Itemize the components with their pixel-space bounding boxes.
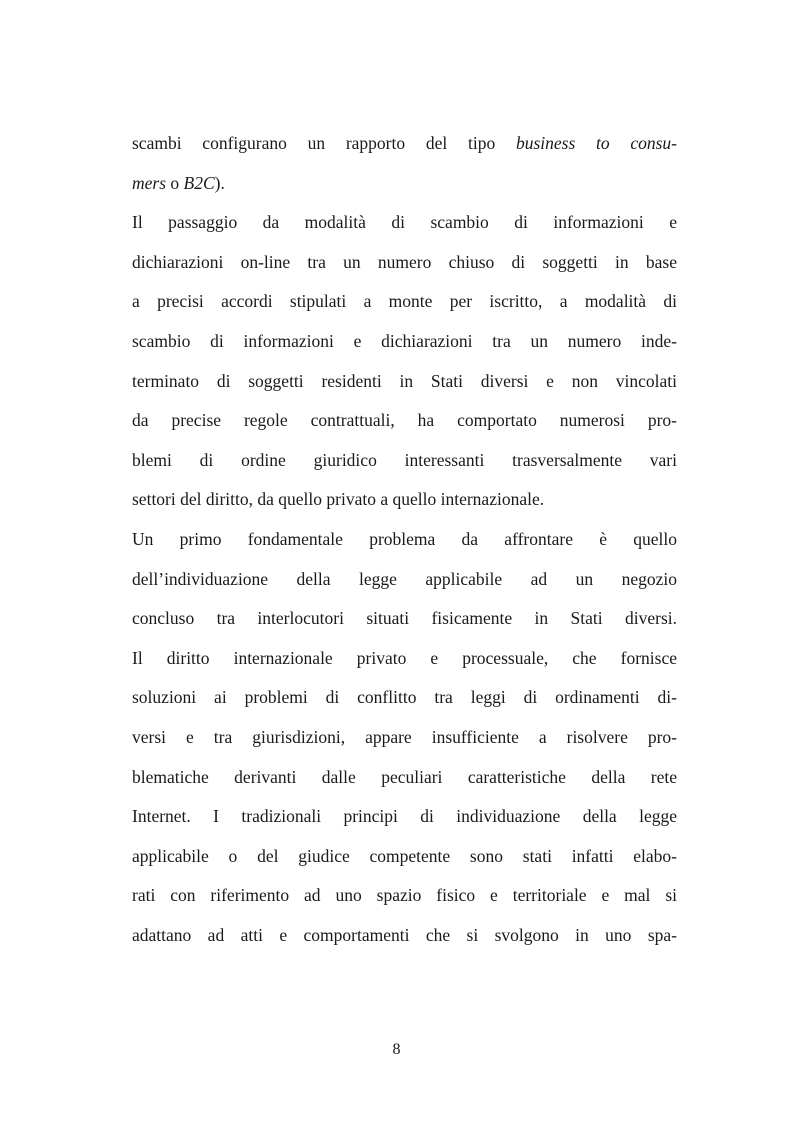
text-run: Internet. I tradizionali principi di individuazione della legge bbox=[132, 806, 677, 827]
text-run: concluso tra interlocutori situati fisicamente in Stati diversi. bbox=[132, 608, 677, 629]
text-run: versi e tra giurisdizioni, appare insufficiente a risolvere pro- bbox=[132, 726, 677, 747]
text-line bbox=[132, 876, 677, 916]
text-run: terminato di soggetti residenti in Stati diversi e non vincolati bbox=[132, 370, 677, 391]
text-line bbox=[132, 916, 677, 956]
text-line bbox=[132, 322, 677, 362]
text-run: Il passaggio da modalità di scambio di informazioni e bbox=[132, 212, 677, 233]
text-run: adattano ad atti e comportamenti che si svolgono in uno spa- bbox=[132, 924, 677, 945]
body-text bbox=[132, 124, 677, 955]
italic-term: mers bbox=[132, 172, 167, 193]
text-line bbox=[132, 164, 677, 204]
page-number: 8 bbox=[392, 1041, 401, 1058]
text-run: a precisi accordi stipulati a monte per iscritto, a modalità di bbox=[132, 291, 677, 312]
text-line bbox=[132, 282, 677, 322]
text-line bbox=[132, 718, 677, 758]
text-run: blematiche derivanti dalle peculiari caratteristiche della rete bbox=[132, 766, 677, 787]
text-line bbox=[132, 203, 677, 243]
text-run: blemi di ordine giuridico interessanti trasversalmente vari bbox=[132, 449, 677, 470]
text-run: Un primo fondamentale problema da affrontare è quello bbox=[132, 528, 677, 549]
text-run: rati con riferimento ad uno spazio fisico e territoriale e mal si bbox=[132, 885, 677, 906]
text-line bbox=[132, 678, 677, 718]
text-line bbox=[132, 758, 677, 798]
text-line bbox=[132, 480, 677, 520]
text-line bbox=[132, 124, 677, 164]
text-line bbox=[132, 639, 677, 679]
text-run: scambi configurano un rapporto del tipo bbox=[132, 133, 516, 153]
text-run: Il diritto internazionale privato e processuale, che fornisce bbox=[132, 647, 677, 668]
text-line bbox=[132, 797, 677, 837]
text-line bbox=[132, 243, 677, 283]
text-run: da precise regole contrattuali, ha comportato numerosi pro- bbox=[132, 410, 677, 431]
text-line bbox=[132, 837, 677, 877]
text-run: applicabile o del giudice competente sono stati infatti elabo- bbox=[132, 845, 677, 866]
text-run: scambio di informazioni e dichiarazioni tra un numero inde- bbox=[132, 330, 677, 351]
text-run: dichiarazioni on-line tra un numero chiuso di soggetti in base bbox=[132, 251, 677, 272]
text-run: dell’individuazione della legge applicabile ad un negozio bbox=[132, 568, 677, 589]
text-line bbox=[132, 520, 677, 560]
text-run: soluzioni ai problemi di conflitto tra leggi di ordinamenti di- bbox=[132, 687, 677, 708]
text-run: settori del diritto, da quello privato a quello internazionale. bbox=[132, 489, 545, 510]
text-line bbox=[132, 599, 677, 639]
text-line bbox=[132, 441, 677, 481]
italic-term: B2C bbox=[183, 172, 215, 193]
text-run: o bbox=[166, 172, 184, 193]
text-line bbox=[132, 560, 677, 600]
text-run: ). bbox=[214, 172, 225, 193]
italic-term: business to consu- bbox=[515, 133, 678, 153]
text-line bbox=[132, 362, 677, 402]
text-line bbox=[132, 401, 677, 441]
